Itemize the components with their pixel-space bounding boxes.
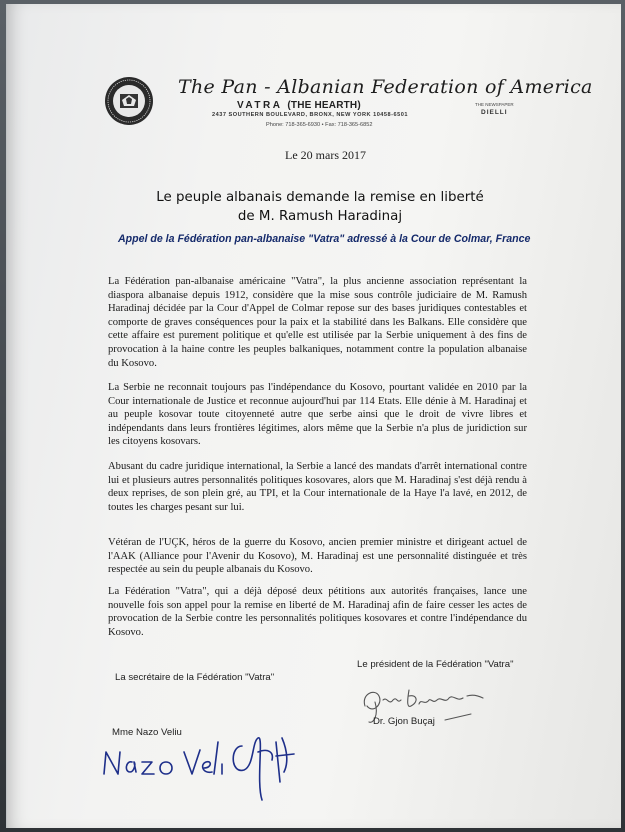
letter-date: Le 20 mars 2017 (285, 148, 366, 162)
paragraph-4: Vétéran de l'UÇK, héros de la guerre du Kosovo, ancien premier ministre et dirigeant actuel de l'AAK (Alliance pour l'Avenir du Kosovo), M. Haradinaj est une personnalité distinguée et très respectée au sein du peuple albanais du Kosovo. (108, 537, 527, 576)
newspaper-label: THE NEWSPAPER (475, 102, 514, 107)
paragraph-3: Abusant du cadre juridique international, la Serbie a lancé des mandats d'arrêt international contre lui et plusieurs autres personnalités politiques kosovares, alors que M. Haradinaj s'est déjà rendu à deux reprises, de son plein gré, au TPI, et la Cour internationale de la Haye l'a lavé, en 2012, de toutes les charges pesant sur lui. (108, 461, 527, 513)
paragraph-1: La Fédération pan-albanaise américaine "Vatra", la plus ancienne association représentant la diaspora albanaise depuis 1912, considère que la mise sous contrôle judiciaire de M. Ramush Haradinaj décidée par la Cour d'Appel de Colmar repose sur des bases juridiques contestables et comporte de graves conséquences pour la paix et la stabilité dans les Balkans. Elle considère que cette affaire est purement politique et qu'elle est utilisée par la Serbie uniquement à des fins de provocation à la haine contre les peuples balkaniques, notamment contre la population albanaise du Kosovo. (108, 276, 527, 369)
federation-seal-icon (104, 76, 154, 126)
address-line: 2437 SOUTHERN BOULEVARD, BRONX, NEW YORK 10458-6501 (212, 112, 408, 118)
organization-name: The Pan - Albanian Federation of America (178, 76, 593, 98)
secretary-label: La secrétaire de la Fédération "Vatra" (115, 672, 275, 683)
secretary-name: Mme Nazo Veliu (112, 727, 182, 738)
title-line-2: de M. Ramush Haradinaj (237, 209, 403, 224)
title-line-1: Le peuple albanais demande la remise en liberté (156, 190, 484, 205)
vatra-heading (237, 100, 361, 111)
letter-subtitle: Appel de la Fédération pan-albanaise "Vatra" adressé à la Cour de Colmar, France (118, 233, 531, 245)
vatra-label: VATRA (237, 100, 283, 111)
phone-fax-line: Phone: 718-365-6930 • Fax: 718-365-6852 (266, 122, 373, 128)
paragraph-5: La Fédération "Vatra", qui a déjà déposé deux pétitions aux autorités françaises, lance une nouvelle fois son appel pour la remise en liberté de M. Haradinaj afin de faire cesser les actes de provocation de la Serbie contre les personnalités politiques kosovares et contre l'indépendance du Kosovo. (108, 586, 527, 638)
newspaper-name: DIELLI (481, 109, 508, 116)
president-name: Dr. Gjon Buçaj (373, 716, 435, 727)
hearth-label: (THE HEARTH) (287, 100, 361, 111)
president-label: Le président de la Fédération "Vatra" (357, 659, 514, 670)
paragraph-2: La Serbie ne reconnait toujours pas l'indépendance du Kosovo, pourtant validée en 2010 par la Cour internationale de Justice et reconnue aujourd'hui par 114 Etats. Elle dénie à M. Haradinaj et au peuple kosovar toute citoyenneté autre que serbe ainsi que le droit de vivre libres et indépendants dans leurs frontières légitimes, alors même que la Serbie n'a plus de juridiction sur les citoyens kosovars. (108, 382, 527, 448)
letter-title (130, 188, 510, 226)
secretary-signature (96, 712, 306, 807)
